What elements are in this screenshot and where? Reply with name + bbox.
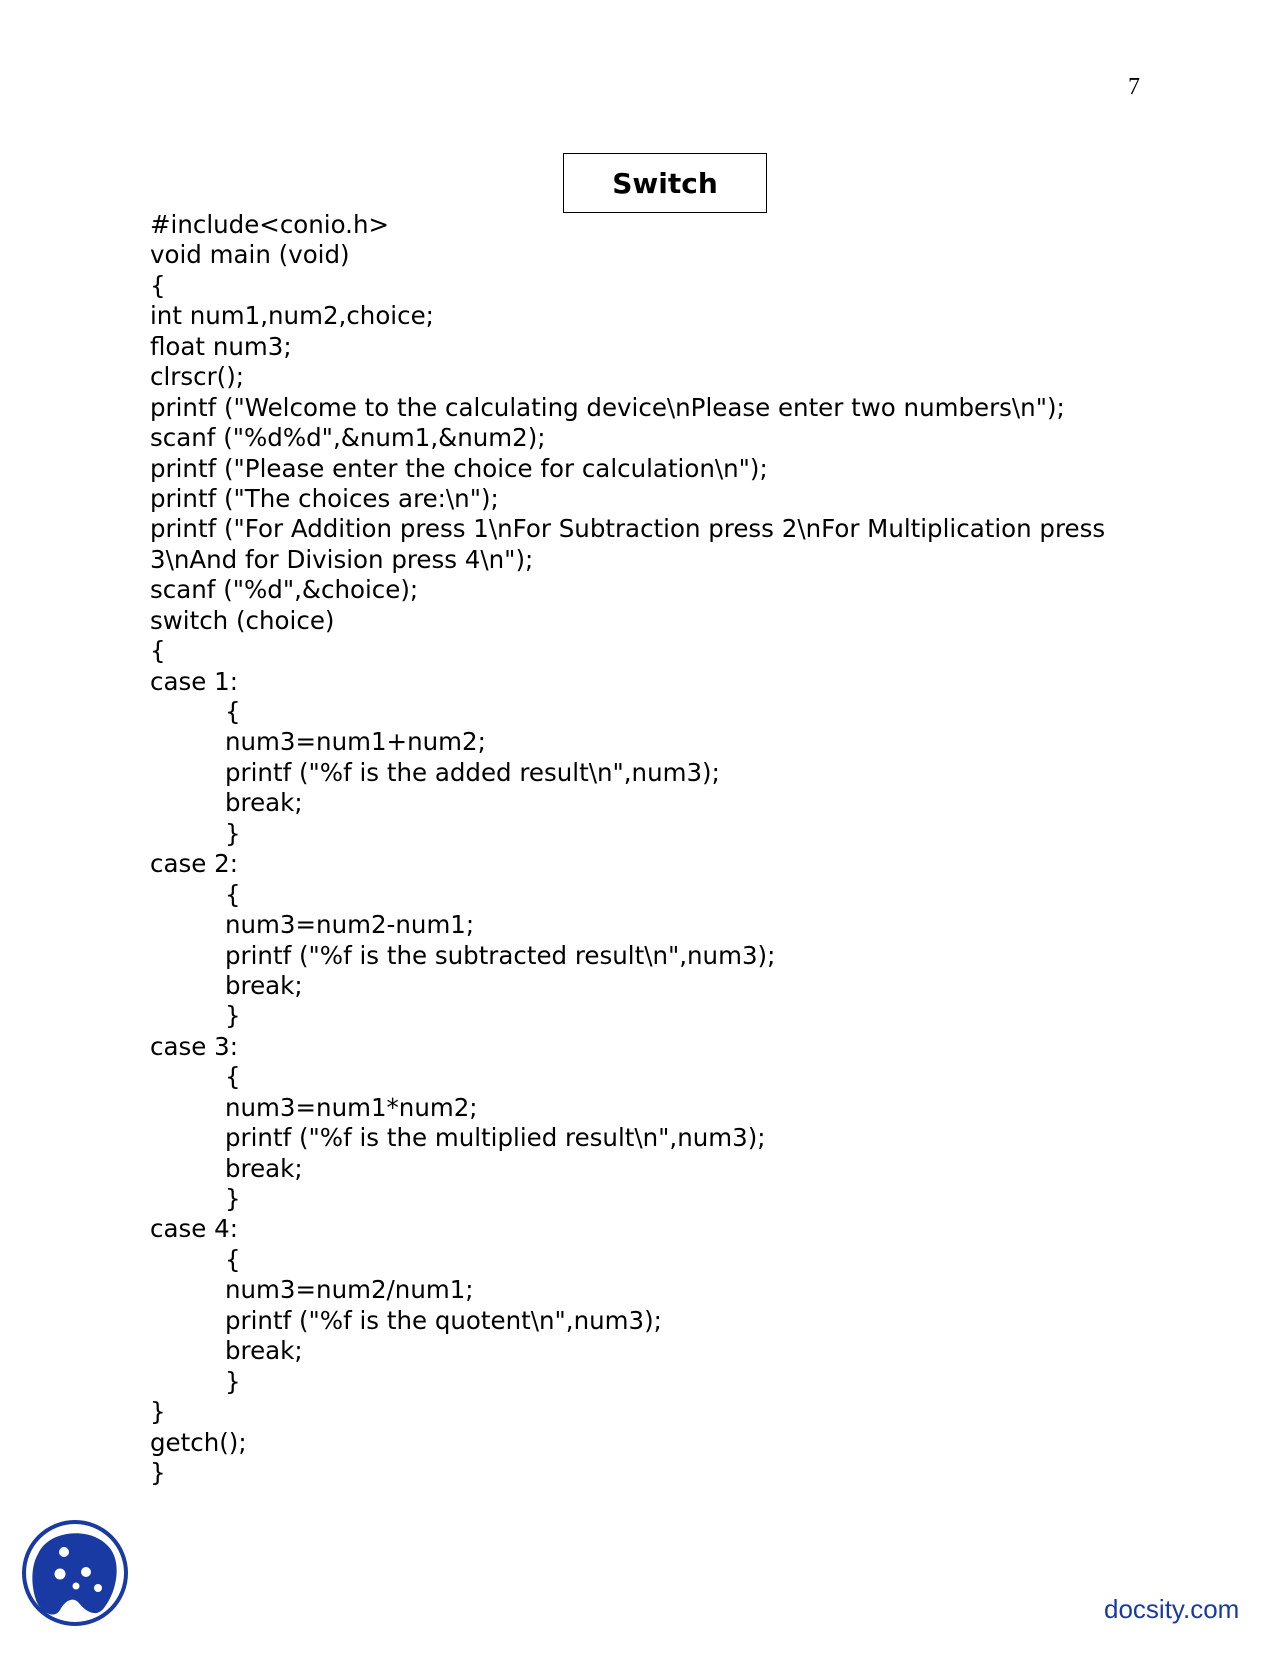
code-line: float num3; [150,331,292,361]
page-number: 7 [1128,74,1140,100]
code-line: } [225,1184,241,1213]
code-line: int num1,num2,choice; [150,301,434,331]
code-line: num3=num1*num2; [225,1092,478,1122]
code-line: } [225,818,241,848]
code-line: printf ("%f is the subtracted result\n",num3); [225,940,776,970]
code-line: break; [225,970,303,1000]
code-line: getch(); [150,1427,247,1457]
code-line: scanf ("%d",&choice); [150,575,419,605]
code-line: { [225,879,241,909]
code-line: } [150,1457,166,1487]
code-line: scanf ("%d%d",&num1,&num2); [150,423,546,453]
code-line: printf ("%f is the quotent\n",num3); [225,1305,662,1335]
code-line: printf ("%f is the multiplied result\n",num3); [225,1123,766,1153]
code-line: { [225,1244,241,1274]
code-line: break; [225,788,303,818]
code-line: printf ("The choices are:\n"); [150,483,499,513]
code-line: { [150,636,166,666]
code-line: case 3: [150,1031,238,1061]
code-line: 3\nAnd for Division press 4\n"); [150,544,534,574]
code-line: case 2: [150,849,238,879]
code-line: clrscr(); [150,362,245,392]
code-line: printf ("For Addition press 1\nFor Subtraction press 2\nFor Multiplication press [150,514,1106,544]
docsity-logo-icon [20,1516,130,1630]
code-line: { [225,1062,241,1092]
code-line: } [225,1366,241,1396]
code-line: num3=num2-num1; [225,910,475,940]
code-line: num3=num2/num1; [225,1275,474,1305]
code-line: { [225,697,241,726]
code-line: break; [225,1153,303,1183]
code-line: void main (void) [150,240,350,270]
code-line: break; [225,1336,303,1366]
code-line: } [150,1397,166,1427]
code-line: { [150,270,166,300]
code-line: #include<conio.h> [150,210,390,239]
code-line: case 1: [150,666,238,696]
code-block [150,210,1150,1488]
code-line: switch (choice) [150,605,335,635]
code-line: num3=num1+num2; [225,727,486,757]
page-title: Switch [563,153,767,213]
docsity-brand-link[interactable]: docsity.com [1104,1594,1240,1624]
code-line: case 4: [150,1214,238,1244]
code-line: printf ("Welcome to the calculating device\nPlease enter two numbers\n"); [150,392,1065,422]
code-line: printf ("%f is the added result\n",num3); [225,757,720,787]
code-line: printf ("Please enter the choice for calculation\n"); [150,453,768,483]
code-line: } [225,1001,241,1031]
